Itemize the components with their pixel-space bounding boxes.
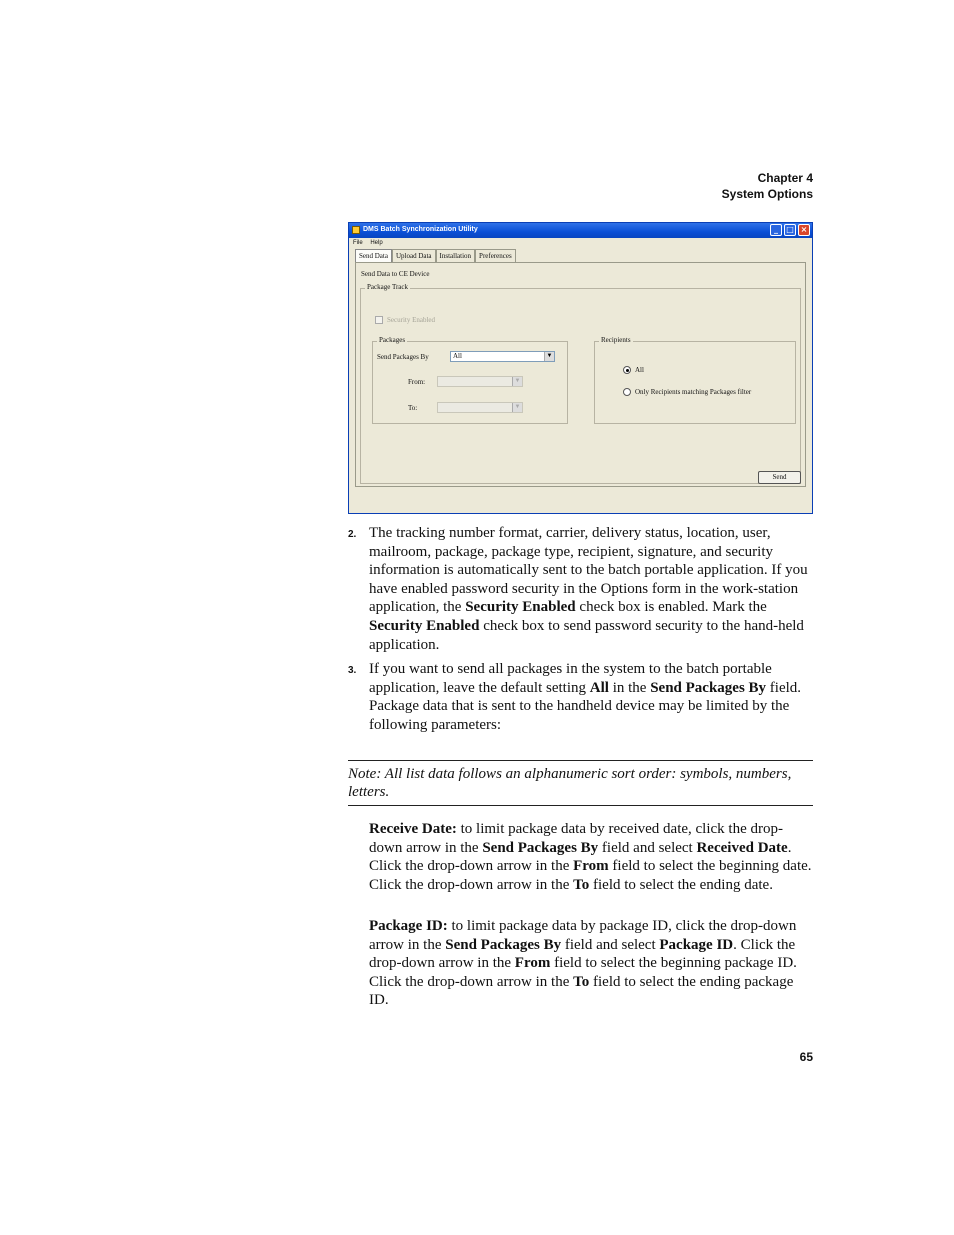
chevron-down-icon[interactable]: ▼	[544, 352, 554, 361]
window-title: DMS Batch Synchronization Utility	[363, 226, 478, 233]
bold-term: Package ID:	[369, 918, 448, 934]
checkbox-icon	[375, 316, 383, 324]
bold-term: Send Packages By	[445, 936, 562, 953]
bold-term: Receive Date:	[369, 821, 457, 837]
app-icon	[352, 226, 360, 234]
text-run: in the	[608, 679, 651, 696]
text-run: field and select	[561, 936, 660, 953]
text-run: field. Package data that is sent to the handheld device may be limited by the following parameters:	[369, 679, 802, 733]
recipients-group	[594, 336, 796, 424]
packages-group-label: Packages	[379, 336, 406, 344]
tab-strip	[355, 249, 516, 262]
packages-group	[372, 336, 568, 424]
tab-upload-data[interactable]: Upload Data	[392, 249, 436, 262]
bold-term: To	[573, 876, 590, 893]
send-data-panel	[355, 262, 806, 487]
recipients-all-radio[interactable]	[623, 366, 644, 374]
bold-term: Send Packages By	[650, 679, 767, 696]
bold-term: From	[514, 955, 551, 972]
panel-title: Send Data to CE Device	[361, 270, 430, 278]
package-id-paragraph	[369, 917, 814, 1010]
step-text	[369, 660, 814, 734]
chapter-label: Chapter 4	[757, 171, 813, 185]
bold-term: Received Date	[696, 839, 788, 856]
text-run: check box to send password security to the hand-held application.	[369, 617, 804, 653]
close-icon[interactable]: ×	[798, 224, 810, 236]
to-select[interactable]	[437, 402, 523, 413]
to-label: To:	[408, 404, 418, 412]
recipients-group-label: Recipients	[601, 336, 631, 344]
from-select[interactable]	[437, 376, 523, 387]
bold-term: To	[573, 973, 590, 990]
chevron-down-icon[interactable]: ▼	[512, 403, 522, 412]
step-number: 3.	[348, 665, 357, 676]
bold-term: All	[589, 679, 609, 696]
bold-term: Security Enabled	[465, 599, 576, 616]
note-top-rule	[348, 760, 813, 761]
minimize-icon[interactable]: _	[770, 224, 782, 236]
text-run: to limit package data by received date, click the drop-down arrow in the	[369, 821, 783, 856]
text-run: . Click the drop-down arrow in the	[369, 936, 796, 972]
package-track-group	[360, 283, 801, 484]
package-track-label: Package Track	[367, 283, 409, 291]
text-run: The tracking number format, carrier, delivery status, location, user, mailroom, package, package type, recipient, signature, and security information is automatically sent to the batch portable application. If you have enabled password security in the Options form in the work-station application, the	[369, 525, 808, 616]
send-button[interactable]: Send	[758, 471, 801, 484]
security-enabled-checkbox[interactable]	[375, 316, 435, 324]
recipients-matching-label: Only Recipients matching Packages filter	[635, 388, 752, 396]
recipients-matching-radio[interactable]	[623, 388, 751, 396]
radio-icon	[623, 388, 631, 396]
tab-send-data[interactable]: Send Data	[355, 249, 392, 262]
section-label: System Options	[721, 187, 813, 201]
send-packages-by-value: All	[453, 352, 462, 360]
from-label: From:	[408, 378, 426, 386]
security-enabled-label: Security Enabled	[387, 316, 436, 324]
tab-installation[interactable]: Installation	[436, 249, 476, 262]
step-2	[348, 524, 814, 654]
text-run: If you want to send all packages in the system to the batch portable application, leave the default setting	[369, 661, 772, 696]
radio-selected-icon	[623, 366, 631, 374]
step-number: 2.	[348, 529, 357, 540]
send-packages-by-label: Send Packages By	[377, 353, 429, 361]
text-run: . Click the drop-down arrow in the	[369, 839, 792, 875]
bold-term: Send Packages By	[482, 839, 599, 856]
page-number: 65	[799, 1050, 813, 1064]
chevron-down-icon[interactable]: ▼	[512, 377, 522, 386]
text-run: check box is enabled. Mark the	[575, 599, 767, 616]
maximize-icon[interactable]: □	[784, 224, 796, 236]
note-bottom-rule	[348, 805, 813, 806]
receive-date-paragraph	[369, 820, 814, 894]
step-3	[348, 660, 814, 734]
window-titlebar	[349, 223, 812, 238]
note-text: Note: All list data follows an alphanumeric sort order: symbols, numbers, letters.	[348, 766, 792, 800]
send-packages-by-select[interactable]	[450, 351, 555, 362]
text-run: field to select the ending package ID.	[369, 973, 794, 1009]
step-text	[369, 524, 814, 654]
menu-file[interactable]: File	[353, 240, 363, 246]
bold-term: Package ID	[659, 936, 734, 953]
menu-bar	[349, 238, 812, 248]
text-run: to limit package data by package ID, click the drop-down arrow in the	[369, 918, 797, 953]
menu-help[interactable]: Help	[370, 240, 383, 246]
recipients-all-label: All	[635, 366, 644, 374]
text-run: field to select the beginning date. Click the drop-down arrow in the	[369, 858, 812, 893]
tab-preferences[interactable]: Preferences	[475, 249, 516, 262]
bold-term: Security Enabled	[369, 617, 480, 634]
bold-term: From	[573, 858, 609, 875]
app-window-screenshot	[348, 222, 813, 514]
text-run: field to select the ending date.	[589, 876, 773, 893]
text-run: field to select the beginning package ID. Click the drop-down arrow in the	[369, 955, 797, 990]
text-run: field and select	[598, 839, 697, 856]
